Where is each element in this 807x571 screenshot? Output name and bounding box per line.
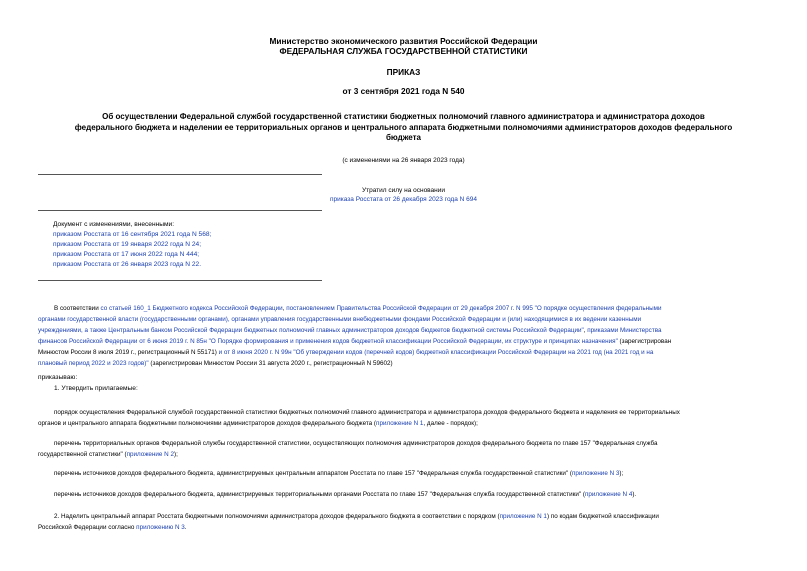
item-1: 1. Утвердить прилагаемые:: [54, 385, 138, 392]
sub-item-text: , далее - порядок);: [423, 420, 478, 427]
doc-date-number: от 3 сентября 2021 года N 540: [342, 86, 465, 96]
expired-text: Утратил силу на основании: [361, 187, 446, 194]
doc-title-line: бюджета: [385, 133, 422, 142]
appendix-link[interactable]: приложение N 3: [572, 470, 620, 477]
sub-item-text: );: [619, 470, 624, 477]
item-2: [38, 511, 770, 533]
sub-item-text: государственной статистики" (: [38, 451, 127, 458]
preamble-link[interactable]: учреждениями, а также Центральным банком Российской Федерации бюджетных полномочий главных администраторов доходов бюджетов бюджетной системы Российской Федерации": [38, 327, 584, 334]
preamble-text: ,: [282, 305, 287, 312]
sub-item-text: ).: [632, 491, 637, 498]
amendments-heading: Документ с изменениями, внесенными:: [53, 221, 175, 228]
preamble-link[interactable]: приказами Министерства: [587, 327, 662, 334]
order-word: приказываю:: [38, 374, 78, 381]
item-2-text: .: [184, 524, 187, 531]
sub-item-c: [38, 468, 770, 479]
sub-item-text: );: [173, 451, 178, 458]
preamble-link[interactable]: и от 8 июня 2020 г. N 99н "Об утверждении кодов (перечней кодов) бюджетной классификации Российской Федерации на 2021 год (на 2021 год и на: [218, 349, 654, 356]
preamble-text: ,: [583, 327, 588, 334]
appendix-link[interactable]: приложению N 3: [136, 524, 185, 531]
sub-item-text: органов и центрального аппарата бюджетными полномочиями администраторов доходов федерального бюджета (: [38, 420, 377, 427]
service-name: ФЕДЕРАЛЬНАЯ СЛУЖБА ГОСУДАРСТВЕННОЙ СТАТИСТИКИ: [279, 46, 528, 56]
appendix-link[interactable]: приложение N 4: [584, 491, 633, 498]
doc-type: ПРИКАЗ: [386, 67, 421, 77]
sub-item-text: перечень источников доходов федерального бюджета, администрируемых территориальными органами Росстата по главе 157 "Федеральная служба государственной статистики" (: [54, 491, 585, 498]
amendments-block: [53, 220, 211, 270]
sub-item-text: порядок осуществления Федеральной службой государственной статистики бюджетных полномочий главного администратора и администратора доходов федерального бюджета и наделения ее территориальных: [54, 409, 680, 416]
appendix-link[interactable]: приложение N 1: [499, 513, 547, 520]
revision-note: (с изменениями на 26 января 2023 года): [342, 157, 465, 164]
doc-title-line: федерального бюджета и наделении ее территориальных органов и центрального аппарата бюджетными полномочиями администраторов доходов федерального: [74, 122, 733, 132]
item-2-text: 2. Наделить центральный аппарат Росстата бюджетными полномочиями администратора доходов федерального бюджета в соответствии с порядком (: [54, 513, 500, 520]
preamble-text: В соответствии: [54, 305, 101, 312]
sub-item-text: перечень источников доходов федерального бюджета, администрируемых центральным аппаратом Росстата по главе 157 "Федеральная служба государственной статистики" (: [54, 470, 572, 477]
appendix-link[interactable]: приложение N 2: [126, 451, 174, 458]
sub-item-text: перечень территориальных органов Федеральной службы государственной статистики, осуществляющих полномочия администраторов доходов федерального бюджета по главе 157 "Федеральная служба: [54, 440, 658, 447]
item-2-text: Российской Федерации согласно: [38, 524, 137, 531]
amendment-link[interactable]: приказом Росстата от 26 января 2023 года N 22.: [53, 261, 202, 268]
doc-title-line: Об осуществлении Федеральной службой государственной статистики бюджетных полномочий главного администратора и администратора доходов: [102, 112, 705, 121]
preamble-link[interactable]: плановый период 2022 и 2023 годов)": [38, 360, 149, 367]
item-2-text: ) по кодам бюджетной классификации: [546, 513, 659, 520]
preamble-link[interactable]: органами государственной власти (государственными органами), органами управления государственными внебюджетными фондами Российской Федерации и (или) находящимися в их ведении казенными: [38, 316, 642, 323]
amendment-link[interactable]: приказом Росстата от 16 сентября 2021 года N 568;: [53, 231, 212, 238]
preamble: [38, 303, 770, 369]
ministry-name: Министерство экономического развития Российской Федерации: [269, 36, 538, 46]
expired-link[interactable]: приказа Росстата от 26 декабря 2023 года N 694: [330, 196, 477, 203]
amendment-link[interactable]: приказом Росстата от 19 января 2022 года N 24;: [53, 241, 202, 248]
preamble-link[interactable]: финансов Российской Федерации от 6 июня 2019 г. N 85н "О Порядке формирования и применения кодов бюджетной классификации Российской Федерации, их структуре и принципах назначения": [38, 338, 618, 345]
sub-item-d: [38, 489, 770, 500]
sub-item-b: [38, 438, 770, 460]
divider: [38, 174, 322, 175]
preamble-link[interactable]: со статьей 160_1 Бюджетного кодекса Российской Федерации: [100, 305, 283, 312]
divider: [38, 210, 322, 211]
preamble-text: (зарегистрирован: [617, 338, 672, 345]
divider: [38, 280, 322, 281]
amendment-link[interactable]: приказом Росстата от 17 июня 2022 года N 444;: [53, 251, 200, 258]
preamble-link[interactable]: постановлением Правительства Российской Федерации от 29 декабря 2007 г. N 995 "О порядке осуществления федеральными: [286, 305, 662, 312]
appendix-link[interactable]: приложение N 1: [376, 420, 424, 427]
preamble-text: (зарегистрирован Минюстом России 31 августа 2020 г., регистрационный N 59602): [148, 360, 393, 367]
preamble-text: Минюстом России 8 июля 2019 г., регистрационный N 55171): [38, 349, 219, 356]
sub-item-a: [38, 407, 770, 429]
doc-title: [30, 112, 777, 144]
